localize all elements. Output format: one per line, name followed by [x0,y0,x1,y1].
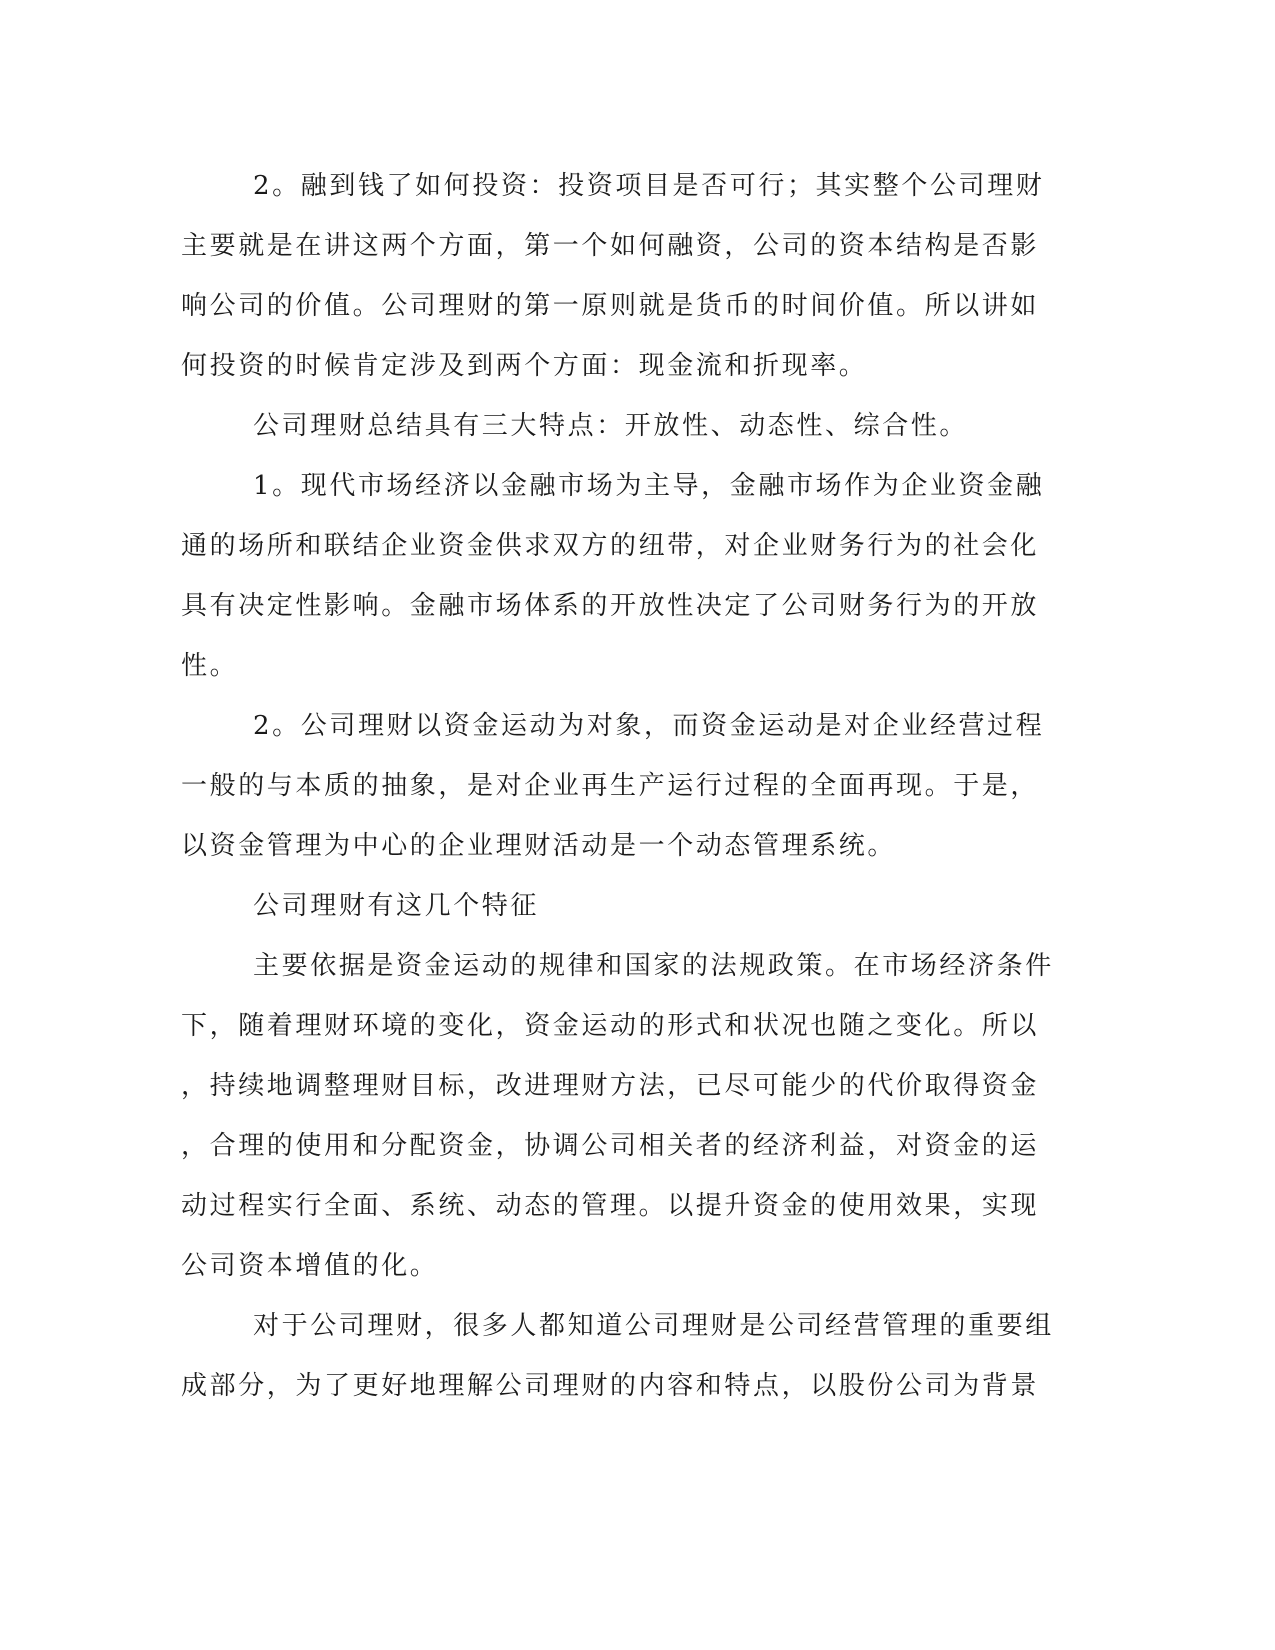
text-line: 1。现代市场经济以金融市场为主导，金融市场作为企业资金融 [253,471,1045,501]
text-line: 对于公司理财，很多人都知道公司理财是公司经营管理的重要组 [253,1311,1054,1341]
paragraph-characteristics-heading [181,876,1031,936]
paragraph-overview [181,1296,1054,1416]
text-line: 下，随着理财环境的变化，资金运动的形式和状况也随之变化。所以 [181,1011,1040,1041]
text-line: 公司理财总结具有三大特点：开放性、动态性、综合性。 [253,411,969,441]
text-line: 何投资的时候肯定涉及到两个方面：现金流和折现率。 [181,351,868,381]
text-line: 响公司的价值。公司理财的第一原则就是货币的时间价值。所以讲如 [181,291,1040,321]
paragraph-basis [181,936,1054,1296]
text-line: 成部分，为了更好地理解公司理财的内容和特点，以股份公司为背景 [181,1371,1040,1401]
text-line: 2。公司理财以资金运动为对象，而资金运动是对企业经营过程 [253,711,1045,741]
paragraph-openness [181,456,1045,696]
document-body [181,156,1054,1416]
text-line: 以资金管理为中心的企业理财活动是一个动态管理系统。 [181,831,897,861]
text-line: ，持续地调整理财目标，改进理财方法，已尽可能少的代价取得资金 [181,1071,1040,1101]
text-line: 动过程实行全面、系统、动态的管理。以提升资金的使用效果，实现 [181,1191,1040,1221]
paragraph-dynamic [181,696,1045,876]
text-line: 具有决定性影响。金融市场体系的开放性决定了公司财务行为的开放 [181,591,1040,621]
paragraph-investment [181,156,1045,396]
text-line: 2。融到钱了如何投资：投资项目是否可行；其实整个公司理财 [253,171,1045,201]
text-line: 一般的与本质的抽象，是对企业再生产运行过程的全面再现。于是， [181,771,1040,801]
text-line: ，合理的使用和分配资金，协调公司相关者的经济利益，对资金的运 [181,1131,1040,1161]
text-line: 通的场所和联结企业资金供求双方的纽带，对企业财务行为的社会化 [181,531,1040,561]
text-line: 主要就是在讲这两个方面，第一个如何融资，公司的资本结构是否影 [181,231,1040,261]
text-line: 公司理财有这几个特征 [253,891,540,921]
paragraph-three-features [181,396,1031,456]
text-line: 主要依据是资金运动的规律和国家的法规政策。在市场经济条件 [253,951,1054,981]
text-line: 公司资本增值的化。 [181,1251,439,1281]
text-line: 性。 [181,651,239,681]
